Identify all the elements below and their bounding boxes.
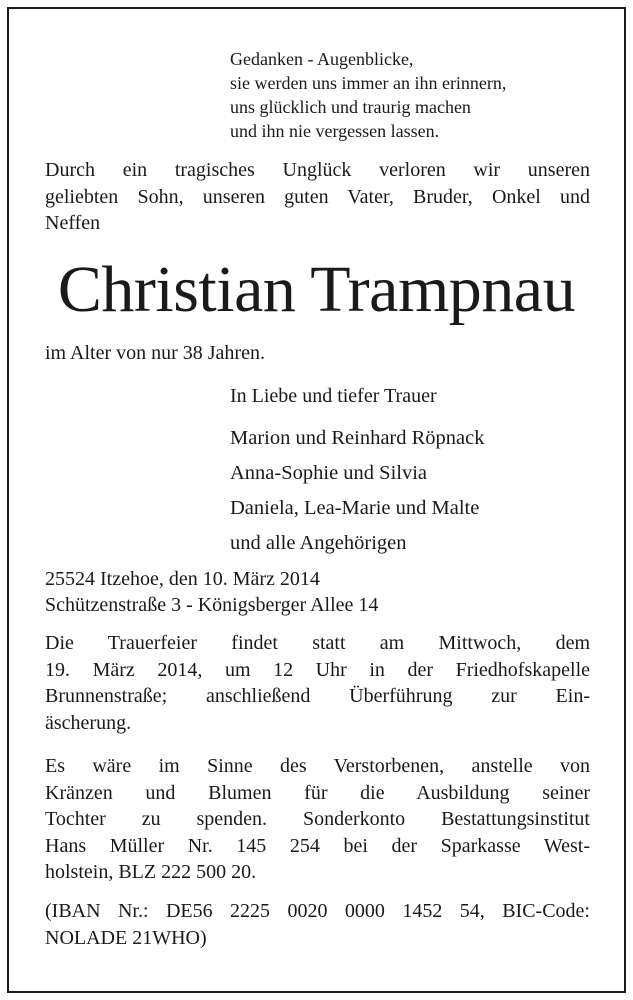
intro-line: Durch ein tragisches Unglück verloren wir unseren: [45, 159, 590, 181]
address: Schützenstraße 3 - Königsberger Allee 14: [45, 594, 379, 616]
donation-line: Es wäre im Sinne des Verstorbenen, anstelle von: [45, 755, 590, 777]
age-line: im Alter von nur 38 Jahren.: [45, 342, 265, 364]
poem-line: uns glücklich und traurig machen: [230, 97, 471, 117]
ceremony-line: äscherung.: [45, 711, 132, 734]
intro-paragraph: [45, 157, 590, 237]
poem-line: und ihn nie vergessen lassen.: [230, 121, 440, 141]
bank-line: (IBAN Nr.: DE56 2225 0020 0000 1452 54, BIC-Code:: [45, 900, 590, 922]
trauer-line: In Liebe und tiefer Trauer: [230, 385, 437, 407]
deceased-name: Christian Trampnau: [57, 253, 576, 326]
place-date: 25524 Itzehoe, den 10. März 2014: [45, 568, 320, 590]
place-and-address: [45, 566, 590, 618]
donation-line: Hans Müller Nr. 145 254 bei der Sparkasse West-: [45, 834, 590, 857]
poem-verse: [230, 47, 590, 143]
intro-line: Neffen: [45, 212, 101, 234]
ceremony-line: Die Trauerfeier findet statt am Mittwoch, dem: [45, 632, 590, 654]
intro-line: geliebten Sohn, unseren guten Vater, Bruder, Onkel und: [45, 185, 590, 208]
bank-line: NOLADE 21WHO): [45, 926, 207, 949]
poem-line: sie werden uns immer an ihn erinnern,: [230, 73, 507, 93]
poem-line: Gedanken - Augenblicke,: [230, 49, 414, 69]
mourner-entry: und alle Angehörigen: [230, 532, 407, 554]
mourner-entry: Marion und Reinhard Röpnack: [230, 427, 485, 449]
bank-details: [45, 898, 590, 951]
ceremony-line: Brunnenstraße; anschließend Überführung zur Ein-: [45, 685, 590, 707]
mourner-entry: Anna-Sophie und Silvia: [230, 462, 428, 484]
mourners-list: [230, 421, 590, 561]
donation-line: Kränzen und Blumen für die Ausbildung seiner: [45, 781, 590, 804]
donation-line: holstein, BLZ 222 500 20.: [45, 861, 257, 883]
donation-line: Tochter zu spenden. Sonderkonto Bestattungsinstitut: [45, 808, 590, 830]
mourner-entry: Daniela, Lea-Marie und Malte: [230, 497, 480, 519]
ceremony-paragraph: [45, 630, 590, 736]
ceremony-line: 19. März 2014, um 12 Uhr in der Friedhofskapelle: [45, 658, 590, 681]
donation-paragraph: [45, 753, 590, 886]
